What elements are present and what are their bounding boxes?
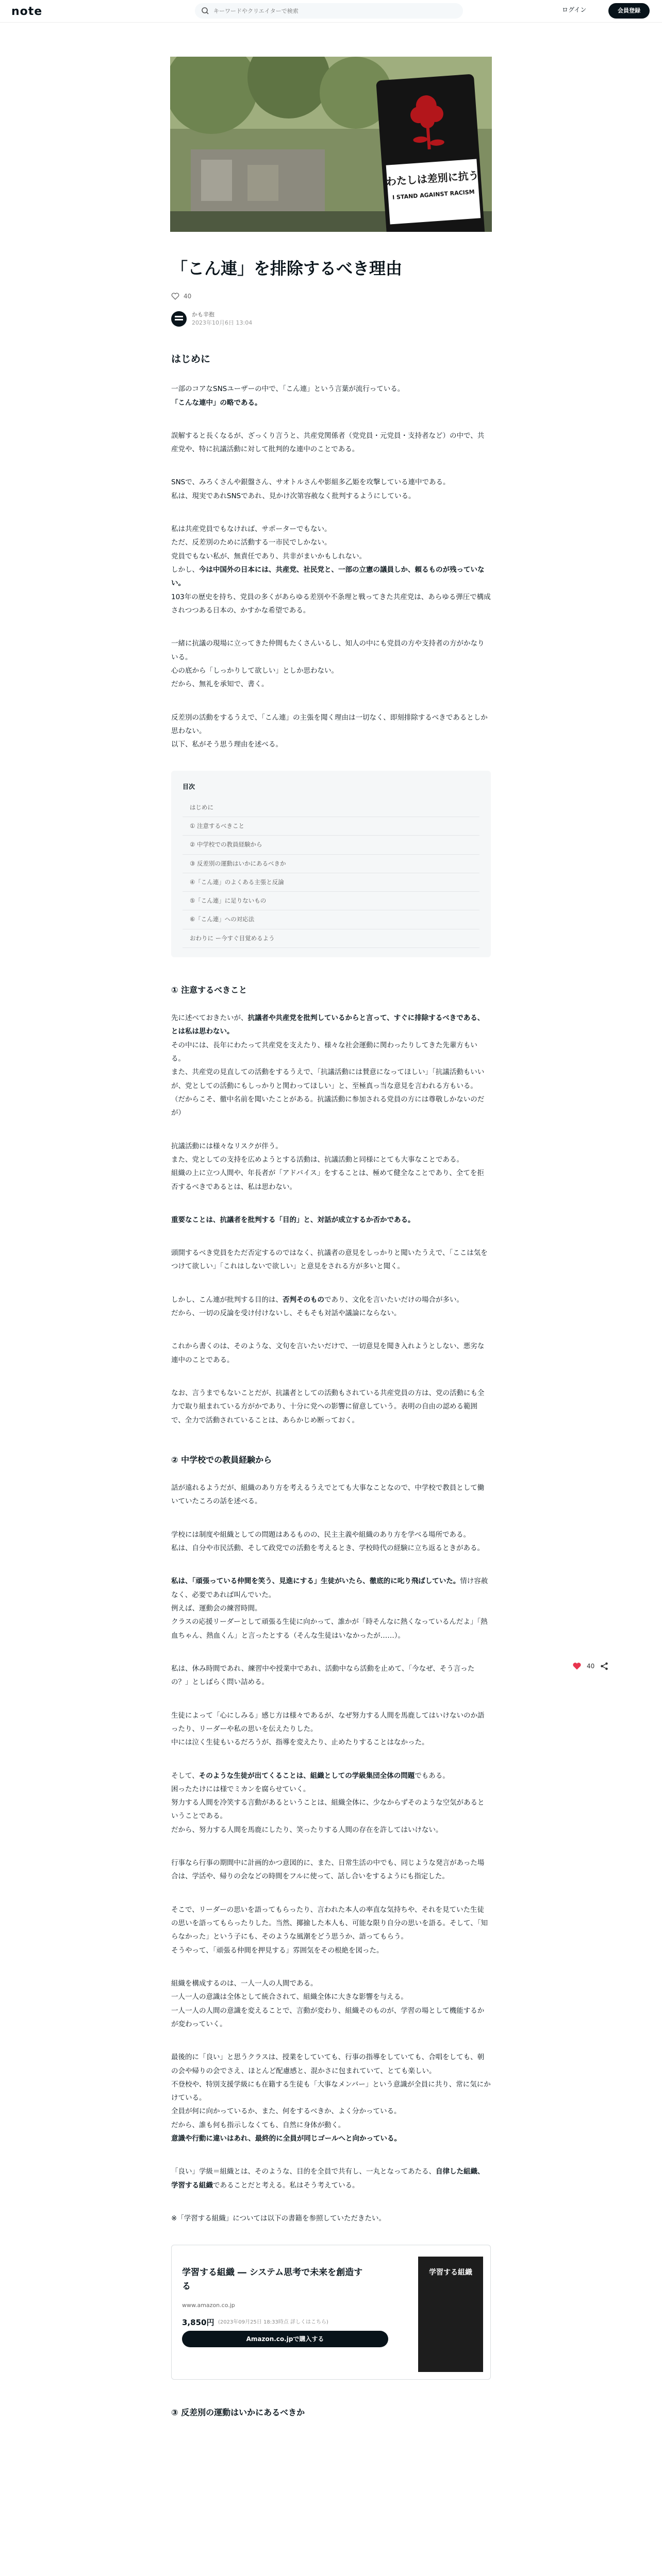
signup-button[interactable]: 会員登録 <box>608 3 650 19</box>
toc-title: 目次 <box>183 783 195 791</box>
paragraph: 先に述べておきたいが、抗議者や共産党を批判しているからと言って、すぐに排除するべきである、とは私は思わない。 その中には、長年にわたって共産党を支えたり、様々な社会運動に関わったりしてきた先輩方もいる。 また、共産党の見直しての活動をするうえで、「抗議活動には賛意になってほしい」「抗議活動もいいが、党としての活動にもしっかりと関わってほしい」と、至極真っ当な意見を言われる方もいる。 （だからこそ、徹中名前を聞いたことがある。抗議活動に参加される党員の方には尊敬しかないのだが） <box>171 1014 485 1117</box>
search-icon <box>201 7 209 15</box>
section-heading: ② 中学校での教員経験から <box>171 1454 272 1465</box>
paragraph: 一緒に抗議の現場に立ってきた仲間もたくさんいるし、知人の中にも党員の方や支持者の方がかなりいる。 心の底から「しっかりして欲しい」としか思わない。 だから、無礼を承知で、書く。 <box>171 639 485 689</box>
paragraph: SNSで、みろくさんや銀盤さん、サオトルさんや影組多乙姫を攻撃している連中である。 私は、現実であれSNSであれ、見かけ次第容赦なく批判するようにしている。 <box>171 478 450 500</box>
embed-price: 3,850円 <box>182 2318 214 2328</box>
paragraph: 重要なことは、抗議者を批判する「目的」と、対話が成立するか否かである。 <box>171 1215 415 1224</box>
share-icon[interactable] <box>600 1662 609 1671</box>
toc-item[interactable]: おわりに ー今すぐ目覚めるよう <box>183 929 479 948</box>
paragraph: 「良い」学級＝組織とは、そのような、目的を全員で共有し、一丸となってあたる、自律した組織、学習する組織であることだと考える。私はそう考えている。 <box>171 2167 485 2190</box>
hero-image <box>170 57 492 232</box>
hero-photo <box>170 57 492 232</box>
article-body <box>171 350 491 2420</box>
paragraph: そこで、リーダーの思いを語ってもらったり、言われた本人の率直な気持ちや、それを見ていた生徒の思いを語ってもらったりした。当然、揶揄した本人も、可能な限り自分の思いを語る。そして、「知らなかった」という子にも、そのような風潮をどう思うか、語ってもらう。 そうやって、「頑張る仲間を押見する」雰囲気をその根絶を図った。 <box>171 1905 488 1955</box>
toc-item[interactable]: ① 注意するべきこと <box>183 817 479 836</box>
article <box>171 258 491 2434</box>
author-row[interactable] <box>171 309 491 329</box>
paragraph: しかし、こん連が批判する目的は、否判そのものであり、文化を言いたいだけの場合が多い。 だから、一切の反論を受け付けないし、そもそも対話や議論にならない。 <box>171 1295 464 1318</box>
author-name[interactable]: かも辛抱 <box>192 311 214 318</box>
avatar[interactable] <box>171 311 187 327</box>
embed-title[interactable]: 学習する組織 ― システム思考で未来を創造する <box>182 2267 363 2292</box>
like-row <box>171 291 491 301</box>
paragraph: 抗議活動には様々なリスクが伴う。 また、党としての支持を広めようとする活動は、抗議活動と同様にとても大事なことである。 組織の上に立つ人間や、年長者が「アドバイス」をすることは、極めて健全なことであり、全てを拒否するべきであるとは、私は思わない。 <box>171 1142 484 1191</box>
floating-actions <box>572 1662 609 1671</box>
paragraph: 頭開するべき党員をただ否定するのではなく、抗議者の意見をしっかりと聞いたうえで、「ここは気をつけて欲しい」「これはしないで欲しい」と意見をされる方が多いと聞く。 <box>171 1249 488 1271</box>
embed-domain: www.amazon.co.jp <box>182 2302 235 2309</box>
note-logo[interactable]: note <box>11 5 43 18</box>
sign-text-en: I STAND AGAINST RACISM <box>392 188 475 201</box>
toc-item[interactable]: ③ 反差別の運動はいかにあるべきか <box>183 855 479 873</box>
search-input[interactable] <box>213 3 456 19</box>
toc-item[interactable]: ⑥「こん連」への対応法 <box>183 910 479 929</box>
section-heading: ③ 反差別の運動はいかにあるべきか <box>171 2408 305 2418</box>
paragraph: 生徒によって「心にしみる」感じ方は様々であるが、なぜ努力する人間を馬鹿してはいけないのか語ったり、リーダーや私の思いを伝えたりした。 中には泣く生徒もいるだろうが、指導を変えたり、止めたりすることはなかった。 <box>171 1711 485 1747</box>
paragraph: これから書くのは、そのような、文句を言いたいだけで、一切意見を聞き入れようとしない、悪劣な連中のことである。 <box>171 1342 485 1364</box>
paragraph: 誤解すると長くなるが、ざっくり言うと、共産党関係者（党党員・元党員・支持者など）の中で、共産党や、特に抗議活動に対して批判的な連中のことである。 <box>171 431 485 454</box>
table-of-contents <box>171 771 491 957</box>
toc-item[interactable]: ⑤「こん連」に足りないもの <box>183 892 479 910</box>
embed-timestamp: (2023年09月25日 18:33時点 詳しくはこちら) <box>218 2319 328 2326</box>
sign-text-ja: わたしは差別に抗う <box>386 169 479 188</box>
top-header <box>0 0 662 23</box>
paragraph: 話が遠れるようだが、組織のあり方を考えるうえでとても大事なことなので、中学校で教員として働いていたころの話を述べる。 <box>171 1484 485 1506</box>
paragraph: 最後的に「良い」と思うクラスは、授業をしていても、行事の指導をしていても、合唱をしても、朝の会や帰りの会でさえ、ほとんど配慮感と、混かさに包まれていて、とても楽しい。 不登校や、特別支援学級にも在籍する生徒も「大事なメンバー」という意識が全員に共り、常に気にかけている。 全員が何に向かっているか、また、何をするべきか、よく分かっている。 だから、誰も何も指示しなくても、自然に身体が動く。 意識や行動に違いはあれ、最終的に全員が同じゴールへと向かっている。 <box>171 2053 491 2143</box>
amazon-embed-card[interactable] <box>171 2245 491 2380</box>
search-bar[interactable] <box>195 3 463 19</box>
section-heading: ① 注意するべきこと <box>171 985 247 995</box>
paragraph: 一部のコアなSNSユーザーの中で、「こん連」という言葉が流行っている。 「こんな連中」の略である。 <box>171 385 405 407</box>
book-cover[interactable] <box>418 2257 483 2372</box>
post-date: 2023年10月6日 13:04 <box>192 319 253 327</box>
heart-icon[interactable] <box>171 292 179 300</box>
book-cover-title: 学習する組織 <box>429 2268 472 2277</box>
paragraph: ※「学習する組織」については以下の書籍を参照していただきたい。 <box>171 2214 386 2223</box>
like-count: 40 <box>184 293 192 300</box>
floating-like-count: 40 <box>587 1663 595 1670</box>
heart-icon[interactable] <box>572 1662 582 1671</box>
amazon-buy-button[interactable]: Amazon.co.jpで購入する <box>182 2331 388 2347</box>
paragraph: 私は共産党員でもなければ、サポーターでもない。 ただ、反差別のために活動する一市民でしかない。 党員でもない私が、無責任であり、共非がまいかもしれない。 しかし、今は中国外の日本には、共産党、社民党と、一部の立憲の議員しか、頼るものが残っていない。 103年の歴史を持ち、党員の多くがあらゆる差別や不条理と戦ってきた共産党は、あらゆる弾圧で構成されつつある日本の、かすかな希望である。 <box>171 525 491 615</box>
author-meta <box>192 311 252 327</box>
toc-item[interactable]: ② 中学校での教員経験から <box>183 836 479 854</box>
section-heading: はじめに <box>171 353 211 365</box>
paragraph: 組織を構成するのは、一人一人の人間である。 一人一人の意識は全体として統合されて、組織全体に大きな影響を与える。 一人一人の人間の意識を変えることで、言動が変わり、組織そのものが、学習の場として機能するかが変わっていく。 <box>171 1979 485 2028</box>
toc-item[interactable]: はじめに <box>183 799 479 817</box>
article-title: 「こん連」を排除するべき理由 <box>171 259 403 278</box>
paragraph: 私は、休み時間であれ、練習中や授業中であれ、活動中なら活動を止めて、「今なぜ、そう言ったの？」としばらく問い詰める。 <box>171 1664 475 1687</box>
paragraph: 反差別の活動をするうえで、「こん連」の主張を聞く理由は一切なく、即刻排除するべきであるとしか思わない。 以下、私がそう思う理由を述べる。 <box>171 713 488 749</box>
paragraph: 学校には制度や組織としての問題はあるものの、民主主義や組織のあり方を学べる場所である。 私は、自分や市民活動、そして政党での活動を考えるとき、学校時代の経験に立ち返るときがある。 <box>171 1530 484 1553</box>
paragraph: 行事なら行事の期間中に計画的かつ意図的に、また、日常生活の中でも、同じような発言があった場合は、学活や、帰りの会などの時間をフルに使って、話し合いをするようにも指定した。 <box>171 1859 485 1881</box>
toc-item[interactable]: ④「こん連」のよくある主張と反論 <box>183 873 479 892</box>
paragraph: 私は、「頑張っている仲間を笑う、見進にする」生徒がいたら、徹底的に叱り飛ばしていた。情け容赦なく、必要であれば叫んでいた。 例えば、運動会の練習時間。 クラスの応援リーダーとして頑張る生徒に向かって、誰かが「時そんなに熱くなっているんだよ」「熱血ちゃん、熱血くん」と言ったとする（そんな生徒はいなかったが……）。 <box>171 1577 488 1640</box>
paragraph: なお、言うまでもないことだが、抗議者としての活動もされている共産党員の方は、党の活動にも全力で取り組まれている方がかであり、十分に党への影響に留意していう。表明の自由の認める範囲で、全力で活動されていることは、あらかじめ断っておく。 <box>171 1389 485 1425</box>
login-link[interactable]: ログイン <box>562 6 587 13</box>
paragraph: そして、そのような生徒が出てくることは、組織としての学級集団全体の問題でもある。 困ったたけには様でミカンを腐らせていく。 努力する人間を冷笑する言動があるということは、組織全体に、少なからずそのような空気があるということである。 だから、努力する人間を馬鹿にしたり、笑ったりする人間の存在を許してはいけない。 <box>171 1771 485 1834</box>
